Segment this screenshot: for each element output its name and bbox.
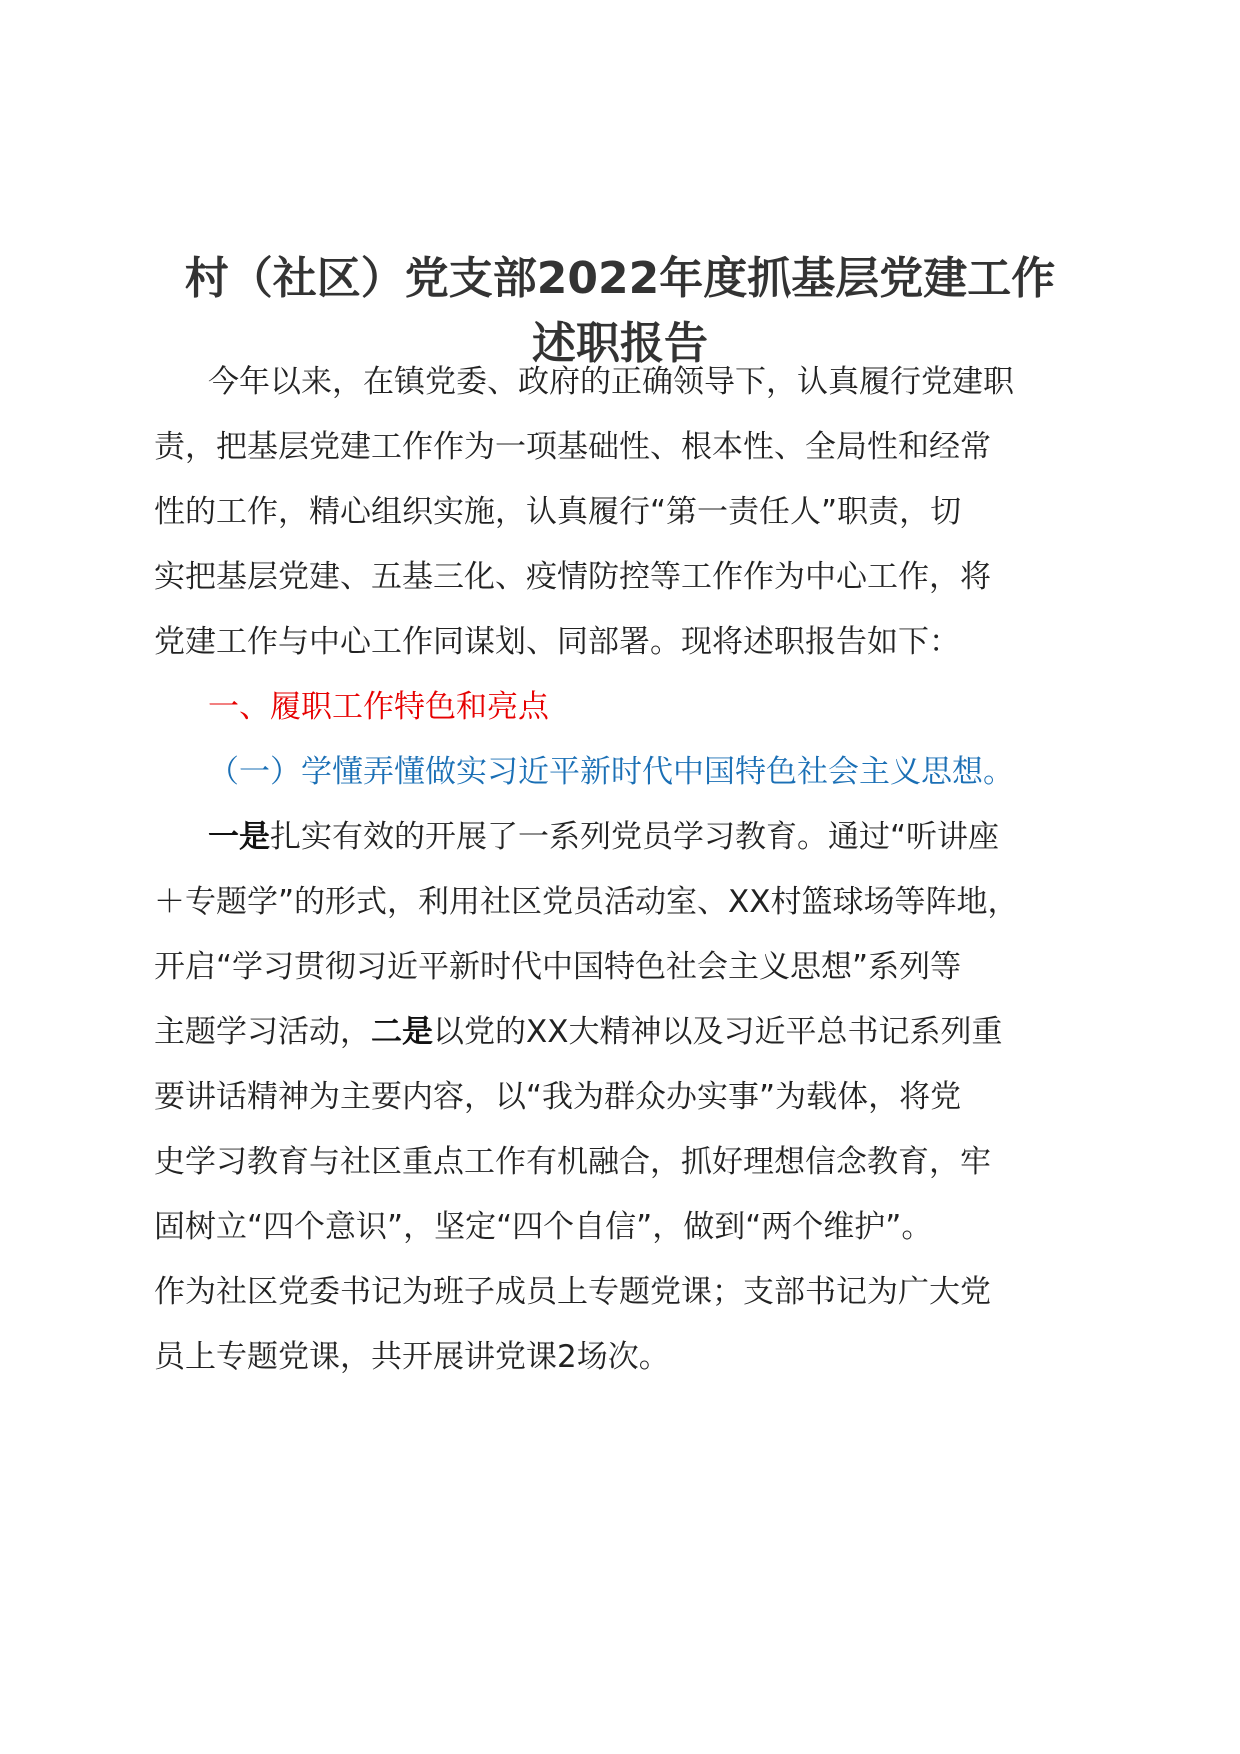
para1-line-4-text2: 以党的XX大精神以及习近平总书记系列重 [433,1014,1003,1050]
intro-line-4: 实把基层党建、五基三化、疫情防控等工作作为中心工作，将 [154,559,991,595]
para1-line-3: 开启“学习贯彻习近平新时代中国特色社会主义思想”系列等 [154,949,962,985]
subsection-heading-1: （一）学懂弄懂做实习近平新时代中国特色社会主义思想。 [208,754,1014,790]
document-title-line2: 述职报告 [532,318,708,369]
para1-line-1-text: 扎实有效的开展了一系列党员学习教育。通过“听讲座 [270,819,1000,855]
para1-line-7: 固树立“四个意识”，坚定“四个自信”，做到“两个维护”。 [154,1209,933,1245]
para1-second-marker: 二是 [371,1014,433,1050]
para1-first-marker: 一是 [208,819,270,855]
para1-line-2: ＋专题学”的形式，利用社区党员活动室、XX村篮球场等阵地， [154,884,1019,920]
section-heading-1: 一、履职工作特色和亮点 [208,689,549,725]
para1-line-4-text: 主题学习活动， [154,1014,371,1050]
para1-line-9: 员上专题党课，共开展讲党课2场次。 [154,1339,670,1375]
para1-line-5: 要讲话精神为主要内容，以“我为群众办实事”为载体，将党 [154,1079,962,1115]
intro-line-3: 性的工作，精心组织实施，认真履行“第一责任人”职责，切 [154,494,962,530]
para1-line-8: 作为社区党委书记为班子成员上专题党课；支部书记为广大党 [154,1274,991,1310]
document-title-line1: 村（社区）党支部2022年度抓基层党建工作 [184,253,1056,304]
para1-line-1 [154,805,1104,870]
intro-line-1: 今年以来，在镇党委、政府的正确领导下，认真履行党建职 [208,364,1014,400]
intro-line-2: 责，把基层党建工作作为一项基础性、根本性、全局性和经常 [154,429,991,465]
intro-line-5: 党建工作与中心工作同谋划、同部署。现将述职报告如下： [154,624,960,660]
document-body [154,350,1104,1390]
para1-line-6: 史学习教育与社区重点工作有机融合，抓好理想信念教育，牢 [154,1144,991,1180]
para1-line-4 [154,1000,1104,1065]
